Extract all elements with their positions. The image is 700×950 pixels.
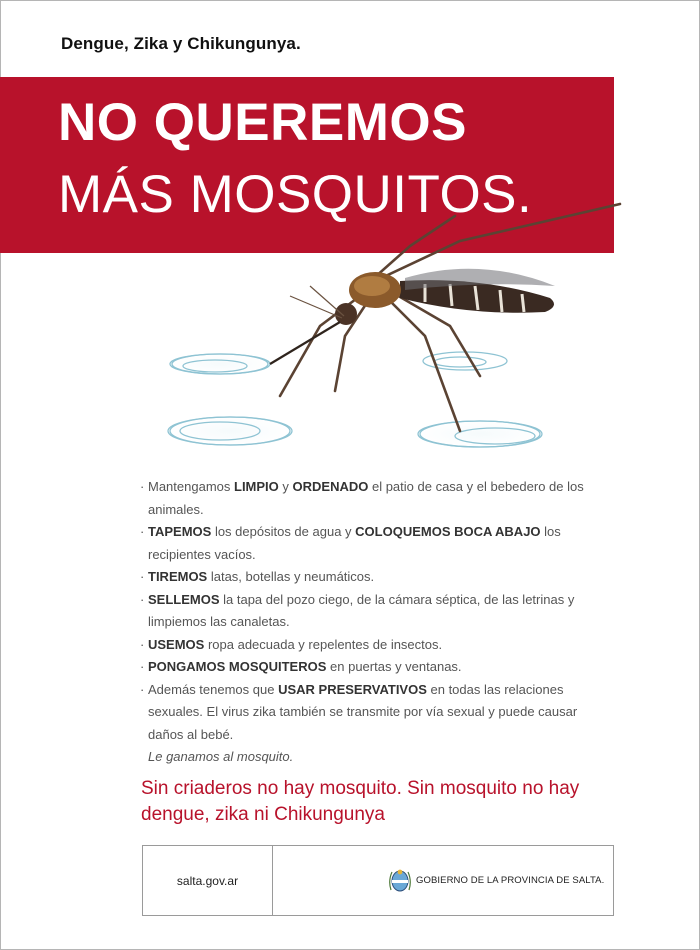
government-signature	[273, 846, 613, 915]
mosquito-icon	[160, 186, 660, 466]
emphasis-text: LIMPIO	[234, 479, 279, 494]
emphasis-text: TIREMOS	[148, 569, 208, 584]
list-item	[140, 476, 610, 521]
headline-line-2: MÁS MOSQUITOS.	[58, 165, 533, 224]
emphasis-text: ORDENADO	[292, 479, 369, 494]
headline-line-1: NO QUEREMOS	[58, 93, 467, 152]
mosquito-body	[270, 269, 555, 364]
list-item	[140, 656, 610, 679]
emphasis-text: USEMOS	[148, 636, 205, 652]
bullet-marker: ·	[140, 524, 145, 539]
bullet-marker: ·	[140, 636, 145, 652]
bullet-marker: ·	[140, 659, 145, 674]
list-item-text: USEMOS ropa adecuada y repelentes de insectos.	[148, 636, 443, 652]
list-item-text: TAPEMOS los depósitos de agua y COLOQUEMOS BOCA ABAJO los recipientes vacíos.	[148, 524, 561, 562]
bullet-marker: ·	[140, 681, 145, 697]
list-item	[140, 589, 610, 634]
emphasis-text: PONGAMOS MOSQUITEROS	[148, 659, 327, 674]
list-item	[140, 566, 610, 589]
list-item	[140, 679, 610, 747]
list-item-text: SELLEMOS la tapa del pozo ciego, de la cámara séptica, de las letrinas y limpiemos las canaletas.	[148, 591, 575, 629]
website-url[interactable]: salta.gov.ar	[143, 846, 273, 915]
emphasis-text: USAR PRESERVATIVOS	[278, 681, 427, 697]
topic-title: Dengue, Zika y Chikungunya.	[61, 34, 301, 53]
bullet-marker: ·	[140, 591, 145, 607]
closing-line: Le ganamos al mosquito.	[148, 749, 294, 764]
mosquito-legs	[280, 204, 620, 431]
footer-box	[142, 845, 614, 916]
emphasis-text: SELLEMOS	[148, 591, 220, 607]
list-item-text: Mantengamos LIMPIO y ORDENADO el patio de casa y el bebedero de los animales.	[148, 479, 584, 517]
slogan: Sin criaderos no hay mosquito. Sin mosquito no hay dengue, zika ni Chikungunya	[141, 778, 580, 825]
list-item-text: Además tenemos que USAR PRESERVATIVOS en todas las relaciones sexuales. El virus zika también se transmite por vía sexual y puede causar daños al bebé.	[148, 681, 578, 742]
emphasis-text: TAPEMOS	[148, 524, 212, 539]
prevention-list	[140, 476, 610, 769]
list-item-text: TIREMOS latas, botellas y neumáticos.	[148, 569, 375, 584]
provincial-seal-icon	[387, 866, 413, 896]
list-item-text: PONGAMOS MOSQUITEROS en puertas y ventanas.	[148, 659, 462, 674]
list-item	[140, 521, 610, 566]
list-item	[140, 634, 610, 657]
bullet-marker: ·	[140, 479, 145, 494]
emphasis-text: COLOQUEMOS BOCA ABAJO	[355, 524, 541, 539]
water-ripples	[168, 352, 542, 447]
government-name: GOBIERNO DE LA PROVINCIA DE SALTA.	[416, 875, 605, 886]
bullet-marker: ·	[140, 569, 145, 584]
